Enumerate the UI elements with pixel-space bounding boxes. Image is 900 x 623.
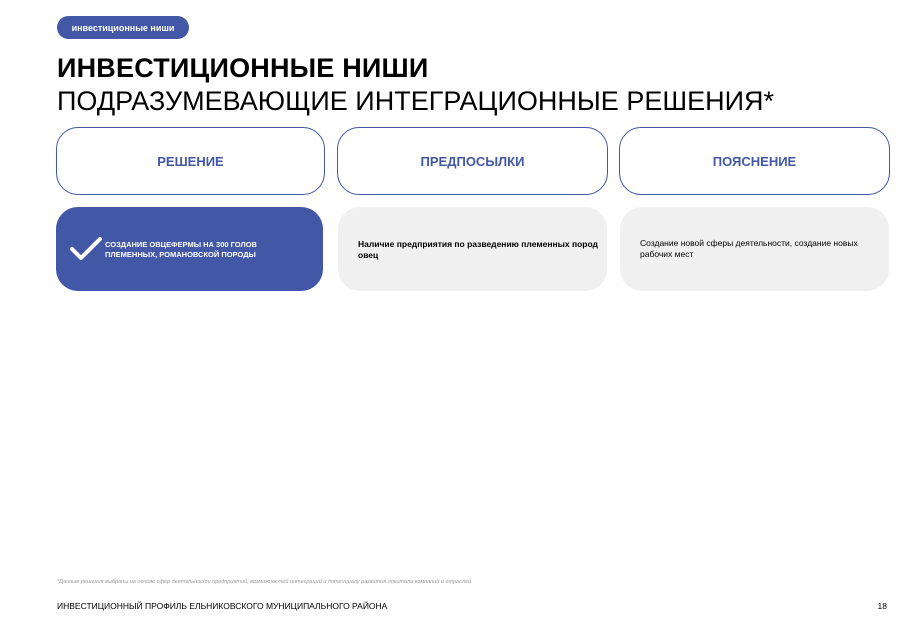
page-title: ИНВЕСТИЦИОННЫЕ НИШИ (57, 53, 429, 83)
document-title: ИНВЕСТИЦИОННЫЙ ПРОФИЛЬ ЕЛЬНИКОВСКОГО МУНИЦИПАЛЬНОГО РАЙОНА (57, 601, 388, 611)
prerequisites-text: Наличие предприятия по разведению племенных пород овец (358, 239, 598, 260)
column-header-solution (56, 127, 325, 195)
column-header-prerequisites-label: ПРЕДПОСЫЛКИ (420, 153, 525, 169)
checkmark-icon (70, 236, 102, 262)
column-header-prerequisites (337, 127, 608, 195)
column-header-explanation (619, 127, 890, 195)
prerequisites-card (338, 207, 607, 291)
column-header-explanation-label: ПОЯСНЕНИЕ (712, 153, 797, 169)
column-header-solution-label: РЕШЕНИЕ (157, 153, 224, 169)
page-subtitle: ПОДРАЗУМЕВАЮЩИЕ ИНТЕГРАЦИОННЫЕ РЕШЕНИЯ* (57, 86, 775, 116)
solution-text: СОЗДАНИЕ ОВЦЕФЕРМЫ НА 300 ГОЛОВ ПЛЕМЕННЫХ, РОМАНОВСКОЙ ПОРОДЫ (105, 240, 257, 259)
explanation-card (620, 207, 889, 291)
page-number: 18 (877, 601, 887, 611)
explanation-text: Создание новой сферы деятельности, создание новых рабочих мест (640, 238, 858, 259)
section-tag: инвестиционные ниши (57, 16, 189, 39)
solution-card (56, 207, 323, 291)
footnote: *Данные решения выбраны на основе сфер деятельности предприятий, возможностей интеграций и потенциалу развития локитала компаний и отраслей (57, 579, 472, 585)
